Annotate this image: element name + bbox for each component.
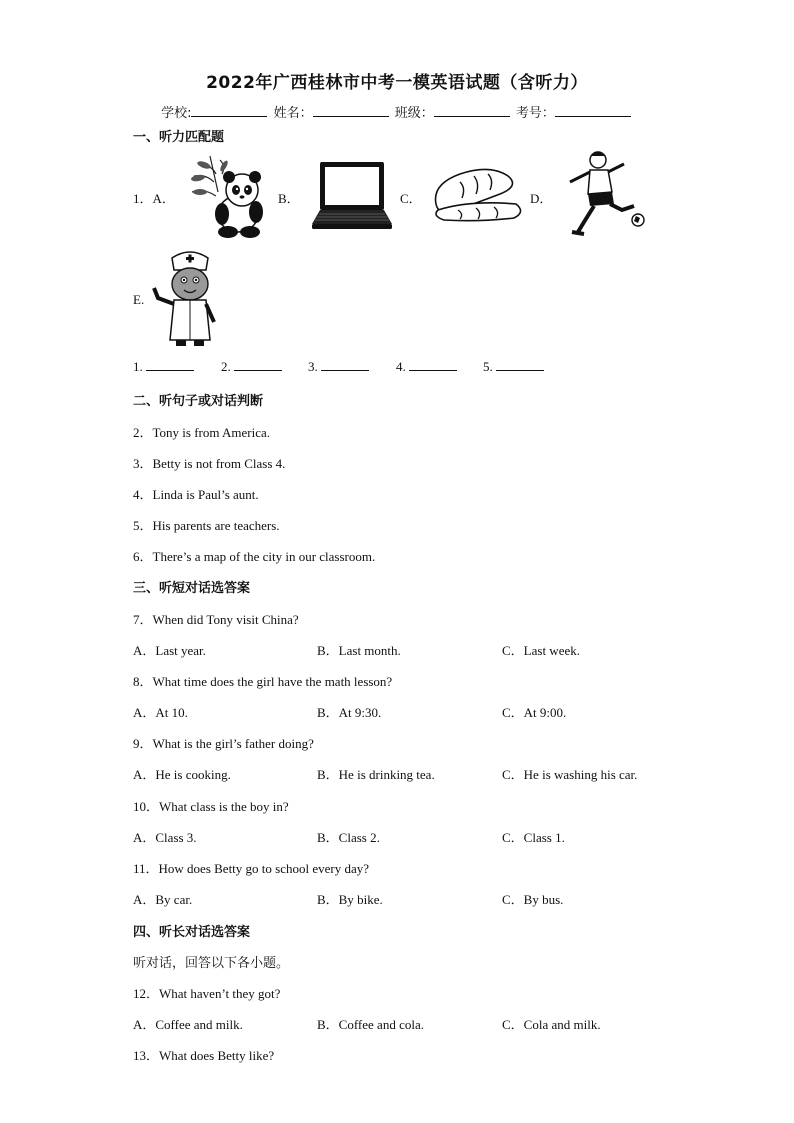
question-9-option-a[interactable]: A．He is cooking.: [133, 767, 231, 782]
question-9-option-c[interactable]: C．He is washing his car.: [502, 767, 638, 782]
judge-item-4: 4．Linda is Paul’s aunt.: [133, 487, 259, 502]
school-label: 学校:: [161, 106, 192, 121]
class-blank[interactable]: [434, 104, 510, 117]
section-3-heading: 三、听短对话选答案: [133, 581, 251, 596]
question-7-option-b[interactable]: B．Last month.: [317, 643, 401, 658]
judge-item-5: 5．His parents are teachers.: [133, 518, 280, 533]
football-player-icon: [560, 148, 646, 240]
section-2-heading: 二、听句子或对话判断: [133, 394, 264, 409]
question-10-option-b[interactable]: B．Class 2.: [317, 830, 380, 845]
question-11: 11．How does Betty go to school every day?: [133, 861, 369, 876]
picture-c-label: C．: [400, 191, 422, 206]
question-8-option-b[interactable]: B．At 9:30.: [317, 705, 382, 720]
question-8-option-c[interactable]: C．At 9:00.: [502, 705, 567, 720]
bread-icon: [430, 164, 526, 224]
question-7: 7．When did Tony visit China?: [133, 612, 299, 627]
name-label: 姓名：: [273, 106, 313, 121]
judge-item-3: 3．Betty is not from Class 4.: [133, 456, 286, 471]
class-label: 班级：: [394, 106, 434, 121]
judge-item-6: 6．There’s a map of the city in our classroom.: [133, 549, 376, 564]
question-10-option-a[interactable]: A．Class 3.: [133, 830, 197, 845]
question-12-option-a[interactable]: A．Coffee and milk.: [133, 1017, 243, 1032]
question-13: 13．What does Betty like?: [133, 1048, 275, 1063]
page-title: 2022年广西桂林市中考一模英语试题（含听力）: [206, 73, 588, 93]
answer-blank-4[interactable]: 4.: [396, 358, 457, 375]
question-8-option-a[interactable]: A．At 10.: [133, 705, 188, 720]
doctor-icon: [152, 248, 228, 350]
answer-blank-2[interactable]: 2.: [221, 358, 282, 375]
long-dialogue-intro: 听对话，回答以下各小题。: [133, 956, 290, 971]
question-11-option-a[interactable]: A．By car.: [133, 892, 193, 907]
section-4-heading: 四、听长对话选答案: [133, 925, 251, 940]
answer-blank-5[interactable]: 5.: [483, 358, 544, 375]
question-8: 8．What time does the girl have the math lesson?: [133, 674, 393, 689]
school-blank[interactable]: [191, 104, 267, 117]
question-7-option-a[interactable]: A．Last year.: [133, 643, 206, 658]
answer-blank-3[interactable]: 3.: [308, 358, 369, 375]
question-11-option-b[interactable]: B．By bike.: [317, 892, 383, 907]
picture-b-label: B．: [278, 191, 300, 206]
section-1-heading: 一、听力匹配题: [133, 130, 225, 145]
question-10: 10．What class is the boy in?: [133, 799, 289, 814]
question-12: 12．What haven’t they got?: [133, 986, 281, 1001]
exam-number-label: 考号：: [515, 106, 555, 121]
panda-icon: [188, 152, 268, 238]
question-7-option-c[interactable]: C．Last week.: [502, 643, 580, 658]
question-12-option-c[interactable]: C．Cola and milk.: [502, 1017, 601, 1032]
picture-d-label: D．: [530, 191, 553, 206]
answer-blank-1[interactable]: 1.: [133, 358, 194, 375]
question-11-option-c[interactable]: C．By bus.: [502, 892, 564, 907]
question-12-option-b[interactable]: B．Coffee and cola.: [317, 1017, 424, 1032]
question-10-option-c[interactable]: C．Class 1.: [502, 830, 565, 845]
name-blank[interactable]: [313, 104, 389, 117]
question-9: 9．What is the girl’s father doing?: [133, 736, 314, 751]
laptop-icon: [310, 160, 394, 232]
student-info-line: [0, 102, 794, 121]
picture-a-label: 1．A．: [133, 191, 175, 206]
judge-item-2: 2．Tony is from America.: [133, 425, 271, 440]
picture-e-label: E.: [133, 292, 145, 307]
question-9-option-b[interactable]: B．He is drinking tea.: [317, 767, 435, 782]
exam-number-blank[interactable]: [555, 104, 631, 117]
